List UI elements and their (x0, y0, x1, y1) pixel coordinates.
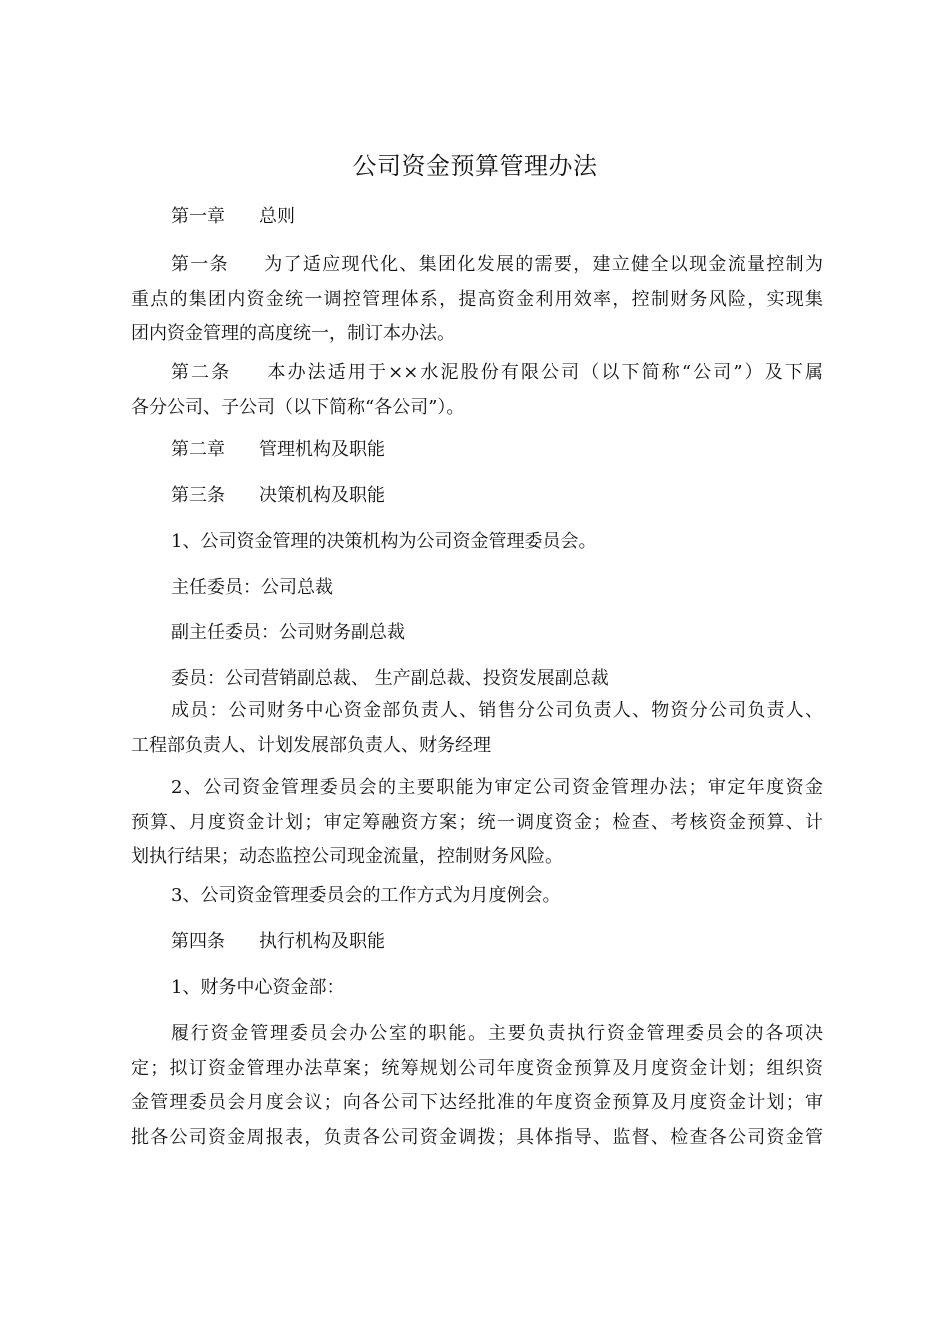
article-4-item-1: 1、财务中心资金部： (171, 977, 345, 998)
article-3-heading (171, 479, 385, 513)
article-3-item-2-line: 2、公司资金管理委员会的主要职能为审定公司资金管理办法；审定年度资金 (171, 777, 823, 798)
chapter-2-label: 第二章 (171, 439, 225, 460)
article-3-item-1: 1、公司资金管理的决策机构为公司资金管理委员会。 (171, 531, 597, 552)
finance-department-duties (131, 1017, 823, 1155)
article-3-item-2-line: 预算、月度资金计划；审定筹融资方案；统一调度资金；检查、考核资金预算、计 (131, 811, 823, 833)
article-2-line: 各分公司、子公司（以下简称“各公司”）。 (131, 396, 465, 418)
chapter-1-heading (171, 200, 295, 234)
article-3-item-3: 3、公司资金管理委员会的工作方式为月度例会。 (171, 885, 561, 906)
committee-director: 主任委员：公司总裁 (171, 577, 333, 598)
duties-line: 金管理委员会月度会议；向各公司下达经批准的年度资金预算及月度资金计划；审 (131, 1092, 823, 1113)
duties-line: 履行资金管理委员会办公室的职能。主要负责执行资金管理委员会的各项决 (171, 1023, 823, 1044)
article-2-line: 第二条 本办法适用于××水泥股份有限公司（以下简称“公司”）及下属 (171, 362, 824, 383)
article-1-line: 团内资金管理的高度统一，制订本办法。 (131, 323, 455, 344)
chapter-1-name: 总则 (259, 206, 295, 227)
article-1-line: 重点的集团内资金统一调控管理体系，提高资金利用效率，控制财务风险，实现集 (131, 288, 823, 310)
article-4-heading (171, 925, 385, 959)
committee-members: 委员：公司营销副总裁、 生产副总裁、投资发展副总裁 (171, 668, 609, 689)
article-2-label: 第二条 (171, 362, 232, 383)
document-title: 公司资金预算管理办法 (352, 152, 598, 180)
committee-staff-line: 成员：公司财务中心资金部负责人、销售分公司负责人、物资分公司负责人、 (171, 700, 823, 721)
article-1-label: 第一条 (171, 254, 229, 275)
article-3-item-2 (131, 771, 823, 875)
committee-staff (131, 694, 823, 763)
article-1-line: 第一条 为了适应现代化、集团化发展的需要，建立健全以现金流量控制为 (171, 254, 823, 275)
article-4-name: 执行机构及职能 (259, 931, 385, 952)
chapter-2-name: 管理机构及职能 (259, 439, 385, 460)
committee-deputy-director: 副主任委员：公司财务副总裁 (171, 622, 405, 643)
article-3-label: 第三条 (171, 485, 225, 506)
duties-line: 批各公司资金周报表，负责各公司资金调拨；具体指导、监督、检查各公司资金管 (131, 1126, 823, 1148)
committee-staff-line: 工程部负责人、计划发展部负责人、财务经理 (131, 734, 491, 756)
duties-line: 定；拟订资金管理办法草案；统筹规划公司年度资金预算及月度资金计划；组织资 (131, 1057, 823, 1079)
article-1 (131, 248, 823, 352)
chapter-1-label: 第一章 (171, 206, 225, 227)
article-3-item-2-line: 划执行结果；动态监控公司现金流量，控制财务风险。 (131, 846, 563, 867)
article-4-label: 第四条 (171, 931, 225, 952)
article-3-name: 决策机构及职能 (259, 485, 385, 506)
chapter-2-heading (171, 433, 385, 467)
article-2 (131, 356, 823, 425)
